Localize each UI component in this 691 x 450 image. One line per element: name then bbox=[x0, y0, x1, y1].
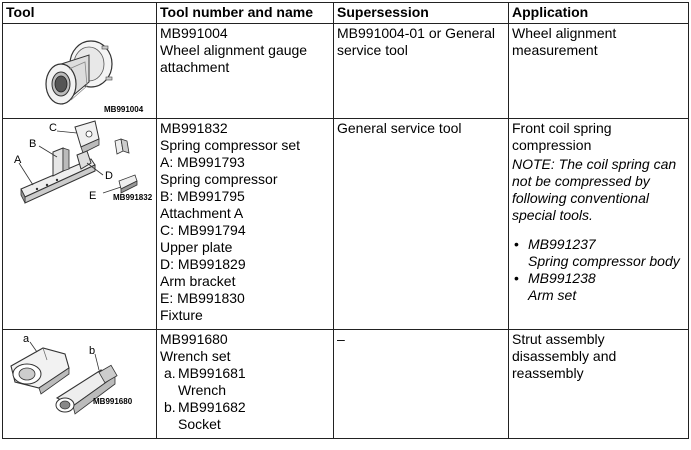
part-code: D: MB991829 bbox=[160, 256, 246, 272]
part-name: Attachment A bbox=[160, 205, 244, 221]
header-application: Application bbox=[509, 3, 689, 24]
part-letter-d: D bbox=[105, 170, 113, 182]
part-name: Arm bracket bbox=[160, 273, 236, 289]
conventional-tools-list bbox=[512, 236, 685, 304]
tool-image-cell bbox=[3, 119, 157, 330]
list-item bbox=[512, 236, 685, 270]
supersession-cell: General service tool bbox=[334, 119, 509, 330]
supersession-cell: – bbox=[334, 330, 509, 439]
spring-compressor-set-drawing bbox=[3, 119, 157, 328]
list-item bbox=[160, 399, 330, 433]
tool-image-code: MB991004 bbox=[104, 105, 144, 114]
application-text: Front coil spring compression bbox=[512, 120, 612, 153]
wrench-set-parts-list bbox=[160, 365, 330, 433]
part-letter-c: C bbox=[49, 122, 57, 134]
header-supersession: Supersession bbox=[334, 3, 509, 24]
part-code: A: MB991793 bbox=[160, 154, 245, 170]
part-letter-a: A bbox=[14, 154, 22, 166]
part-name: Wrench bbox=[178, 382, 226, 398]
table-row bbox=[3, 24, 689, 119]
supersession-cell: MB991004-01 or General service tool bbox=[334, 24, 509, 119]
part-name: Upper plate bbox=[160, 239, 233, 255]
part-marker: a. bbox=[164, 365, 176, 381]
part-name: Socket bbox=[178, 416, 221, 432]
part-name: Spring compressor bbox=[160, 171, 278, 187]
list-item bbox=[160, 365, 330, 399]
conventional-tool-name: Spring compressor body bbox=[528, 253, 680, 269]
part-code: MB991681 bbox=[178, 365, 246, 381]
table-row bbox=[3, 330, 689, 439]
part-marker: b. bbox=[164, 399, 176, 415]
special-tools-table bbox=[2, 2, 689, 439]
list-item bbox=[512, 270, 685, 304]
tool-image-cell bbox=[3, 24, 157, 119]
tool-number: MB991004 bbox=[160, 25, 228, 41]
tool-number: MB991832 bbox=[160, 120, 228, 136]
application-note: NOTE: The coil spring can not be compressed by following conventional special tools. bbox=[512, 156, 677, 223]
tool-name: Wheel alignment gauge attachment bbox=[160, 42, 308, 75]
tool-number-name-cell bbox=[157, 330, 334, 439]
conventional-tool-number: • MB991238 bbox=[528, 270, 596, 286]
part-letter-b: b bbox=[89, 345, 96, 357]
part-code: E: MB991830 bbox=[160, 290, 245, 306]
conventional-tool-name: Arm set bbox=[528, 287, 577, 303]
tool-image-code: MB991680 bbox=[93, 397, 133, 406]
application-cell bbox=[509, 119, 689, 330]
tool-image-code: MB991832 bbox=[113, 193, 153, 202]
part-letter-e: E bbox=[89, 190, 97, 202]
part-code: C: MB991794 bbox=[160, 222, 246, 238]
part-code: B: MB991795 bbox=[160, 188, 245, 204]
gauge-attachment-drawing bbox=[3, 24, 157, 117]
part-letter-a: a bbox=[23, 333, 30, 345]
header-tool: Tool bbox=[3, 3, 157, 24]
application-cell: Strut assembly disassembly and reassembly bbox=[509, 330, 689, 439]
wrench-set-drawing bbox=[3, 330, 157, 437]
application-cell: Wheel alignment measurement bbox=[509, 24, 689, 119]
tool-number-name-cell bbox=[157, 24, 334, 119]
tool-number: MB991680 bbox=[160, 331, 228, 347]
conventional-tool-number: • MB991237 bbox=[528, 236, 596, 252]
table-row bbox=[3, 119, 689, 330]
part-letter-b: B bbox=[29, 138, 37, 150]
tool-name: Wrench set bbox=[160, 348, 231, 364]
part-name: Fixture bbox=[160, 307, 203, 323]
tool-image-cell bbox=[3, 330, 157, 439]
tool-name: Spring compressor set bbox=[160, 137, 301, 153]
part-code: MB991682 bbox=[178, 399, 246, 415]
header-tool-number-name: Tool number and name bbox=[157, 3, 334, 24]
tool-number-name-cell bbox=[157, 119, 334, 330]
table-header-row bbox=[3, 3, 689, 24]
